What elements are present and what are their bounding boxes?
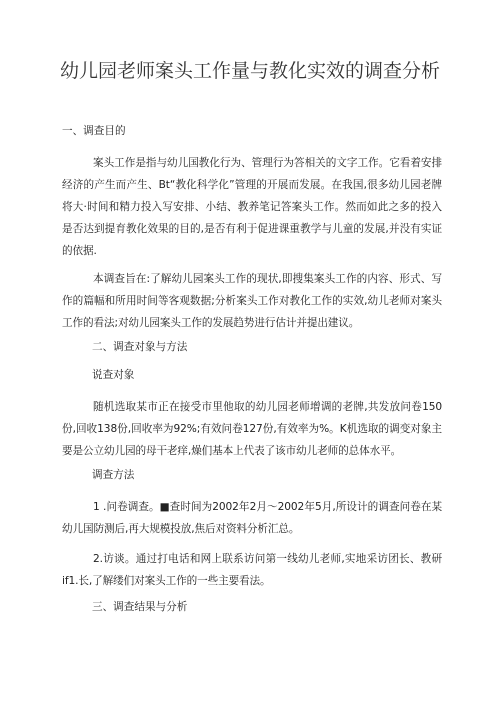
paragraph-purpose-2: 本调查旨在:了解幼儿园案头工作的现状,即搜集案头工作的内容、形式、写作的篇幅和所用时间等客观数据;分析案头工作对教化工作的实效,幼儿老师对案头工作的看法;对幼儿园案头工作的发展趋势进行估计并提出建议。: [62, 273, 442, 329]
method-item-interview: 2.访谈。通过打电话和网上联系访问第一线幼儿老师,实地采访团长、教研if1.长,了解缕们对案头工作的一些主要看法。: [62, 553, 442, 587]
paragraph-subjects: 随机选取某市正在接受市里他取的幼儿园老师增调的老牌,共发放问卷150份,回收138份,回收率为92%;有效问卷127份,有效率为%。K机选取的调变对象主要是公立幼儿园的母干老痒,燥们基本上代表了该市幼儿老师的总体水平。: [62, 401, 442, 457]
section-heading-results: 三、调查结果与分析: [92, 601, 188, 613]
section-heading-subjects-methods: 二、调查对象与方法: [92, 341, 188, 353]
subheading-methods: 调查方法: [92, 469, 135, 481]
method-item-questionnaire: 1 .问卷调查。■查时间为2002年2月〜2002年5月,所设计的调查问卷在某幼儿国防测后,再大规模投放,焦后对资料分析汇总。: [62, 501, 442, 535]
section-heading-purpose: 一、调查目的: [62, 125, 126, 137]
document-body: [62, 124, 442, 628]
paragraph-purpose-1: 案头工作是指与幼儿国教化行为、管理行为答相关的文字工作。它看着安排经济的产生而产生、Bt“教化科学化”管理的开展而发展。在我国,很多幼儿园老牌将大·时间和精力投入写安排、小结、教养笔记答案头工作。然而如此之多的投入是否达到提育教化效果的目的,是否有利于促进课重教学与儿童的发展,并没有实证的依据.: [62, 157, 442, 257]
document-title: 幼儿园老师案头工作量与教化实效的调查分析: [59, 60, 440, 82]
subheading-subjects: 说查对象: [92, 369, 135, 381]
